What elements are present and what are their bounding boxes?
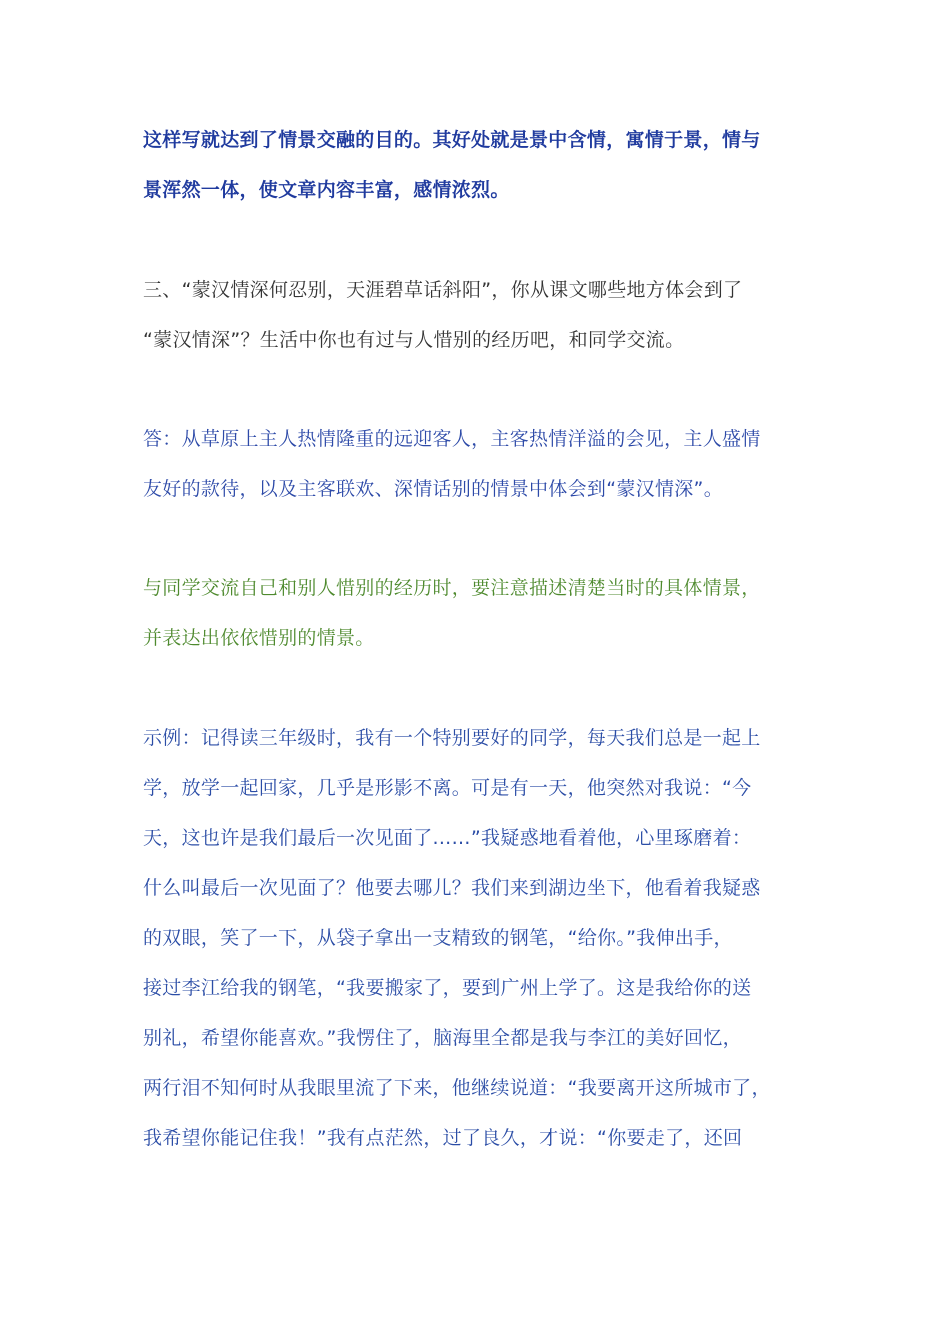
tip-paragraph — [143, 563, 811, 663]
text-line: 友好的款待，以及主客联欢、深情话别的情景中体会到“蒙汉情深”。 — [143, 478, 723, 500]
text-line: 学，放学一起回家，几乎是形影不离。可是有一天，他突然对我说：“今 — [143, 777, 752, 799]
text-line: 我希望你能记住我！”我有点茫然，过了良久，才说：“你要走了，还回 — [143, 1127, 743, 1149]
text-line: 与同学交流自己和别人惜别的经历时，要注意描述清楚当时的具体情景， — [143, 577, 761, 599]
example-paragraph — [143, 713, 811, 1163]
text-line: 景浑然一体，使文章内容丰富，感情浓烈。 — [143, 179, 510, 201]
question-paragraph — [143, 265, 811, 365]
text-line: 天，这也许是我们最后一次见面了...…”我疑惑地看着他，心里琢磨着： — [143, 827, 752, 849]
text-line: 示例：记得读三年级时，我有一个特别要好的同学，每天我们总是一起上 — [143, 727, 761, 749]
text-line: 两行泪不知何时从我眼里流了下来，他继续说道：“我要离开这所城市了， — [143, 1077, 771, 1099]
text-line: “蒙汉情深”？生活中你也有过与人惜别的经历吧，和同学交流。 — [143, 329, 685, 351]
text-line: 别礼，希望你能喜欢。”我愣住了，脑海里全都是我与李江的美好回忆， — [143, 1027, 742, 1049]
answer-paragraph — [143, 414, 811, 514]
text-line: 答：从草原上主人热情隆重的远迎客人，主客热情洋溢的会见，主人盛情 — [143, 428, 761, 450]
text-line: 接过李江给我的钢笔，“我要搬家了，要到广州上学了。这是我给你的送 — [143, 977, 752, 999]
text-line: 三、“蒙汉情深何忍别，天涯碧草话斜阳”，你从课文哪些地方体会到了 — [143, 279, 743, 301]
text-line: 这样写就达到了情景交融的目的。其好处就是景中含情，寓情于景，情与 — [143, 129, 761, 151]
text-line: 什么叫最后一次见面了？他要去哪儿？我们来到湖边坐下，他看着我疑惑 — [143, 877, 761, 899]
text-line: 并表达出依依惜别的情景。 — [143, 627, 375, 649]
text-line: 的双眼，笑了一下，从袋子拿出一支精致的钢笔，“给你。”我伸出手， — [143, 927, 733, 949]
conclusion-paragraph — [143, 115, 811, 215]
